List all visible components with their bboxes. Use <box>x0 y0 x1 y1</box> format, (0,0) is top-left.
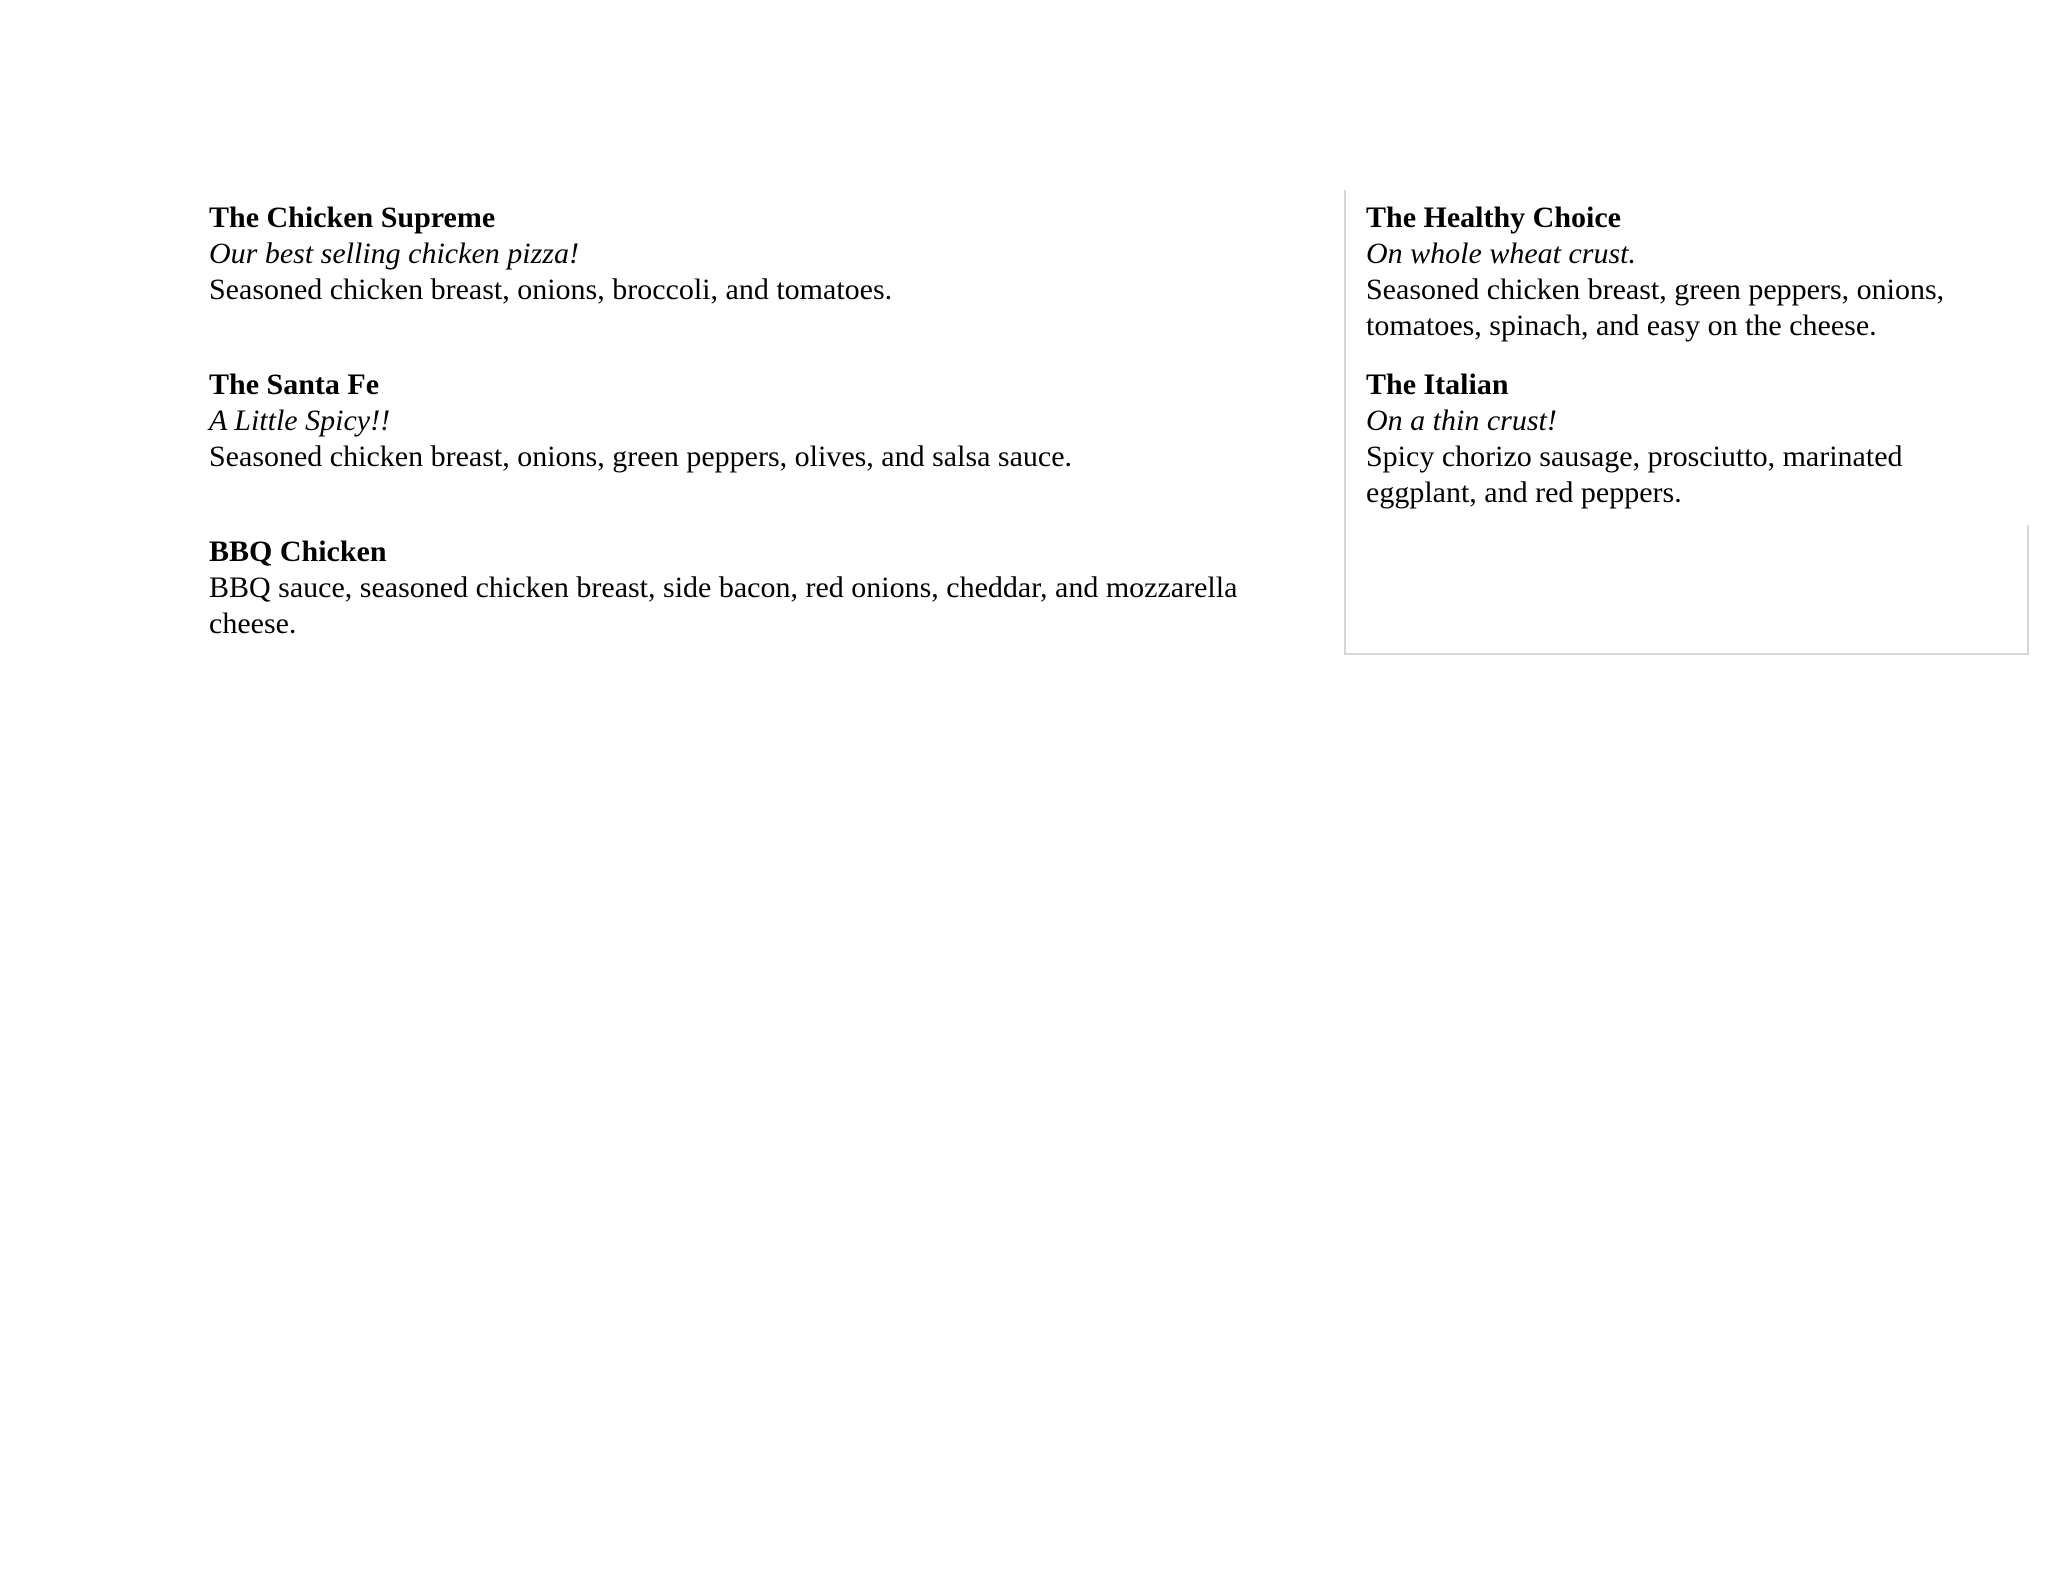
menu-item-chicken-supreme <box>209 200 1319 308</box>
menu-item-name: BBQ Chicken <box>209 535 387 568</box>
menu-item-santa-fe <box>209 367 1319 475</box>
menu-item-tagline: Our best selling chicken pizza! <box>209 237 579 270</box>
menu-item-description: BBQ sauce, seasoned chicken breast, side bacon, red onions, cheddar, and mozzarella cheese. <box>209 571 1238 640</box>
menu-item-name: The Santa Fe <box>209 368 380 401</box>
menu-item-healthy-choice <box>1366 200 2006 344</box>
menu-right-column-content <box>1366 200 2006 534</box>
column-border-bottom <box>1344 653 2029 655</box>
menu-item-tagline: On a thin crust! <box>1366 404 1557 437</box>
menu-right-column <box>1344 190 2029 655</box>
menu-item-tagline: A Little Spicy!! <box>209 404 391 437</box>
menu-left-column <box>209 200 1319 701</box>
menu-item-description: Seasoned chicken breast, onions, green peppers, olives, and salsa sauce. <box>209 440 1073 473</box>
menu-item-tagline: On whole wheat crust. <box>1366 237 1636 270</box>
menu-item-name: The Healthy Choice <box>1366 201 1621 234</box>
menu-item-italian <box>1366 367 2006 511</box>
column-border-right <box>2027 525 2029 655</box>
menu-item-bbq-chicken <box>209 534 1319 642</box>
menu-item-name: The Chicken Supreme <box>209 201 496 234</box>
menu-item-description: Spicy chorizo sausage, prosciutto, marinated eggplant, and red peppers. <box>1366 440 1903 509</box>
menu-item-description: Seasoned chicken breast, onions, broccoli, and tomatoes. <box>209 273 893 306</box>
menu-item-name: The Italian <box>1366 368 1509 401</box>
menu-item-description: Seasoned chicken breast, green peppers, onions, tomatoes, spinach, and easy on the cheese. <box>1366 273 1945 342</box>
column-border-left <box>1344 190 1346 655</box>
